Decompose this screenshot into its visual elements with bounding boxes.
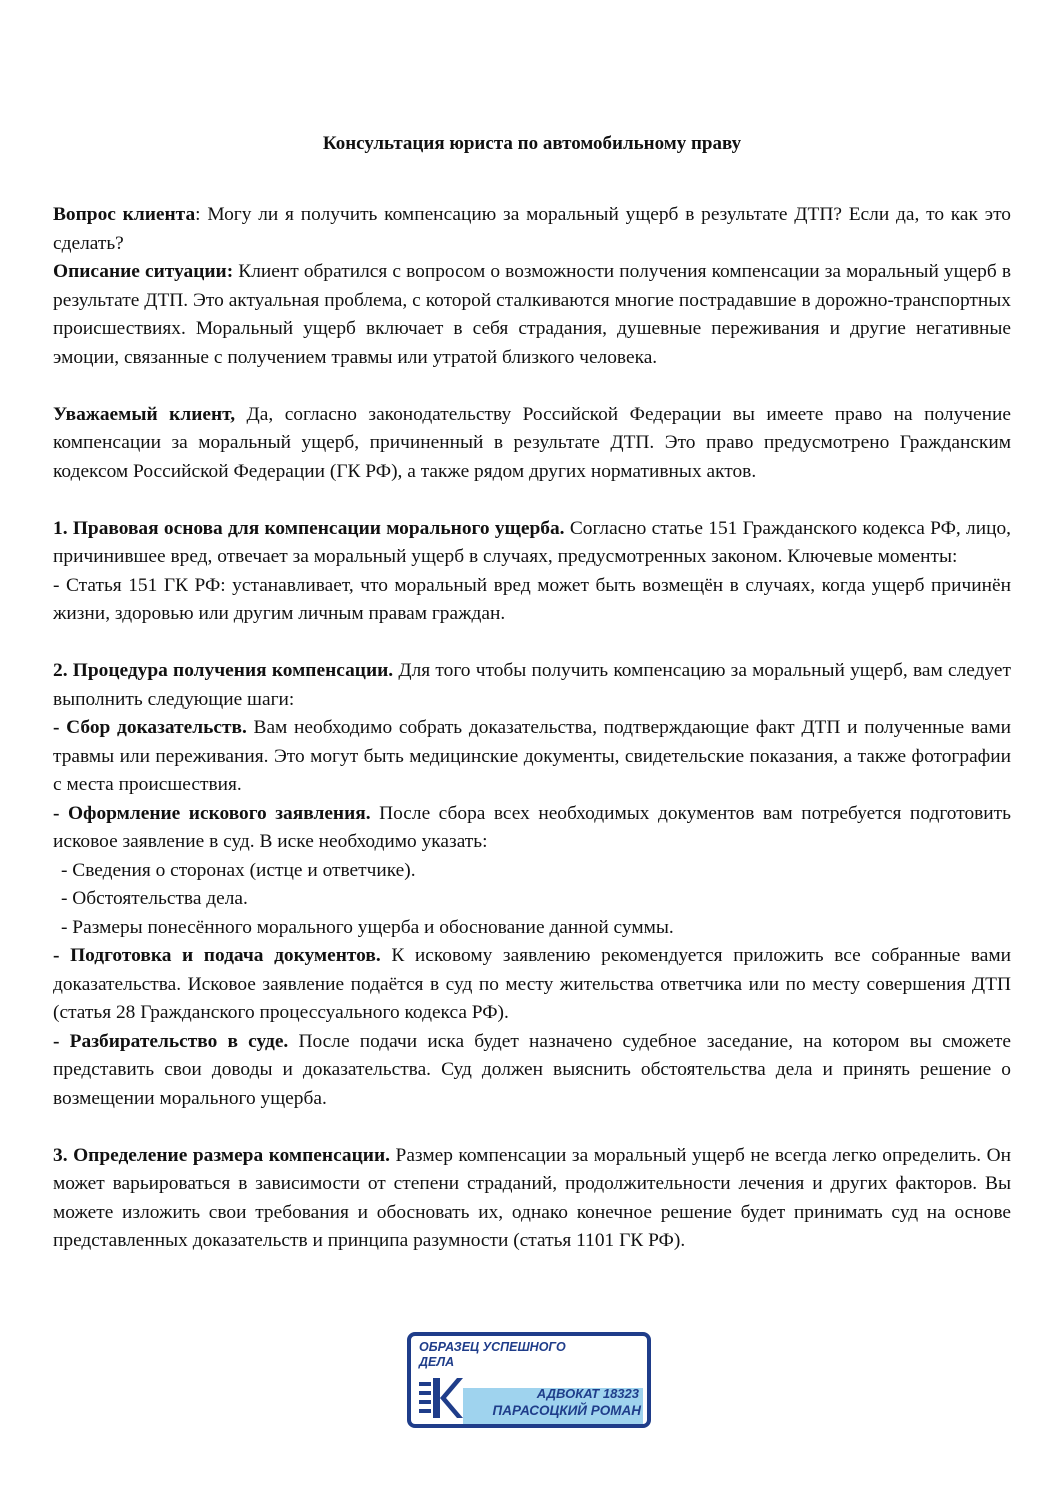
section3-heading: 3. Определение размера компенсации. <box>53 1144 390 1166</box>
spacer <box>53 372 1011 401</box>
question-text: : Могу ли я получить компенсацию за моральный ущерб в результате ДТП? Если да, то как это сделать? <box>53 204 1011 254</box>
firm-logo-icon <box>419 1376 463 1420</box>
section1-paragraph <box>53 515 1011 572</box>
greeting-paragraph <box>53 401 1011 487</box>
client-question <box>53 201 1011 258</box>
section2-subitem-1: - Сведения о сторонах (истце и ответчике). <box>61 859 416 881</box>
step1-text: Вам необходимо собрать доказательства, подтверждающие факт ДТП и полученные вами травмы или переживания. Это могут быть медицинские документы, свидетельские показания, а также фотографии с места происшествия. <box>53 717 1011 795</box>
situation-text: Клиент обратился с вопросом о возможности получения компенсации за моральный ущерб в результате ДТП. Это актуальная проблема, с которой сталкиваются многие пострадавшие в дорожно-транспортных происшествиях. Моральный ущерб включает в себя страдания, душевные переживания и другие негативные эмоции, связанные с получением травмы или утратой близкого человека. <box>53 261 1011 368</box>
stamp-top-text: ОБРАЗЕЦ УСПЕШНОГО ДЕЛА <box>419 1340 566 1369</box>
section3-text: Размер компенсации за моральный ущерб не всегда легко определить. Он может варьироваться в зависимости от степени страданий, продолжительности лечения и других факторов. Вы можете изложить свои требования и обосновать их, однако конечное решение будет принимать суд на основе представленных доказательств и принципа разумности (статья 1101 ГК РФ). <box>53 1144 1011 1251</box>
section2-step2 <box>53 800 1011 857</box>
section1-item: - Статья 151 ГК РФ: устанавливает, что моральный вред может быть возмещён в случаях, когда ущерб причинён жизни, здоровью или другим личным правам граждан. <box>53 574 1011 624</box>
step4-text: После подачи иска будет назначено судебное заседание, на котором вы сможете представить свои доводы и доказательства. Суд должен выяснить обстоятельства дела и принять решение о возмещении морального ущерба. <box>53 1030 1011 1109</box>
stamp-line-2: ПАРАСОЦКИЙ РОМАН <box>492 1403 641 1418</box>
stamp-line-1: АДВОКАТ 18323 <box>536 1386 639 1401</box>
spacer <box>53 486 1011 515</box>
document-title: Консультация юриста по автомобильному праву <box>322 133 742 154</box>
section1-heading: 1. Правовая основа для компенсации морального ущерба. <box>53 517 565 539</box>
step3-text: К исковому заявлению рекомендуется приложить все собранные вами доказательства. Исковое заявление подаётся в суд по месту жительства ответчика или по месту совершения ДТП (статья 28 Гражданского процессуального кодекса РФ). <box>53 945 1011 1023</box>
section2-step3 <box>53 942 1011 1028</box>
section2-step1 <box>53 714 1011 800</box>
step2-text: После сбора всех необходимых документов вам потребуется подготовить исковое заявление в суд. В иске необходимо указать: <box>53 802 1011 852</box>
section2-subitem-2: - Обстоятельства дела. <box>61 888 248 909</box>
section2-step4 <box>53 1028 1011 1114</box>
situation-description <box>53 258 1011 372</box>
greeting-text: Да, согласно законодательству Российской Федерации вы имеете право на получение компенсации за моральный ущерб, причиненный в результате ДТП. Это право предусмотрено Гражданским кодексом Российской Федерации (ГК РФ), а также рядом других нормативных актов. <box>53 403 1012 482</box>
section2-text: Для того чтобы получить компенсацию за моральный ущерб, вам следует выполнить следующие шаги: <box>53 660 1011 710</box>
section2-subitem-3: - Размеры понесённого морального ущерба и обоснование данной суммы. <box>61 916 674 938</box>
situation-label: Описание ситуации: <box>53 261 234 282</box>
step4-label: - Разбирательство в суде. <box>53 1030 289 1052</box>
question-label: Вопрос клиента <box>53 204 196 225</box>
section1-text: Согласно статье 151 Гражданского кодекса РФ, лицо, причинившее вред, отвечает за моральный ущерб в случаях, предусмотренных законом. Ключевые моменты: <box>53 517 1011 567</box>
greeting-label: Уважаемый клиент, <box>53 403 236 425</box>
lawyer-stamp <box>407 1332 651 1428</box>
step3-label: - Подготовка и подача документов. <box>53 945 381 966</box>
section2-heading: 2. Процедура получения компенсации. <box>53 660 394 681</box>
spacer <box>53 629 1011 658</box>
section3-paragraph <box>53 1142 1011 1256</box>
spacer <box>53 1113 1011 1142</box>
step1-label: - Сбор доказательств. <box>53 717 247 738</box>
section2-paragraph <box>53 657 1011 714</box>
step2-label: - Оформление искового заявления. <box>53 802 371 824</box>
